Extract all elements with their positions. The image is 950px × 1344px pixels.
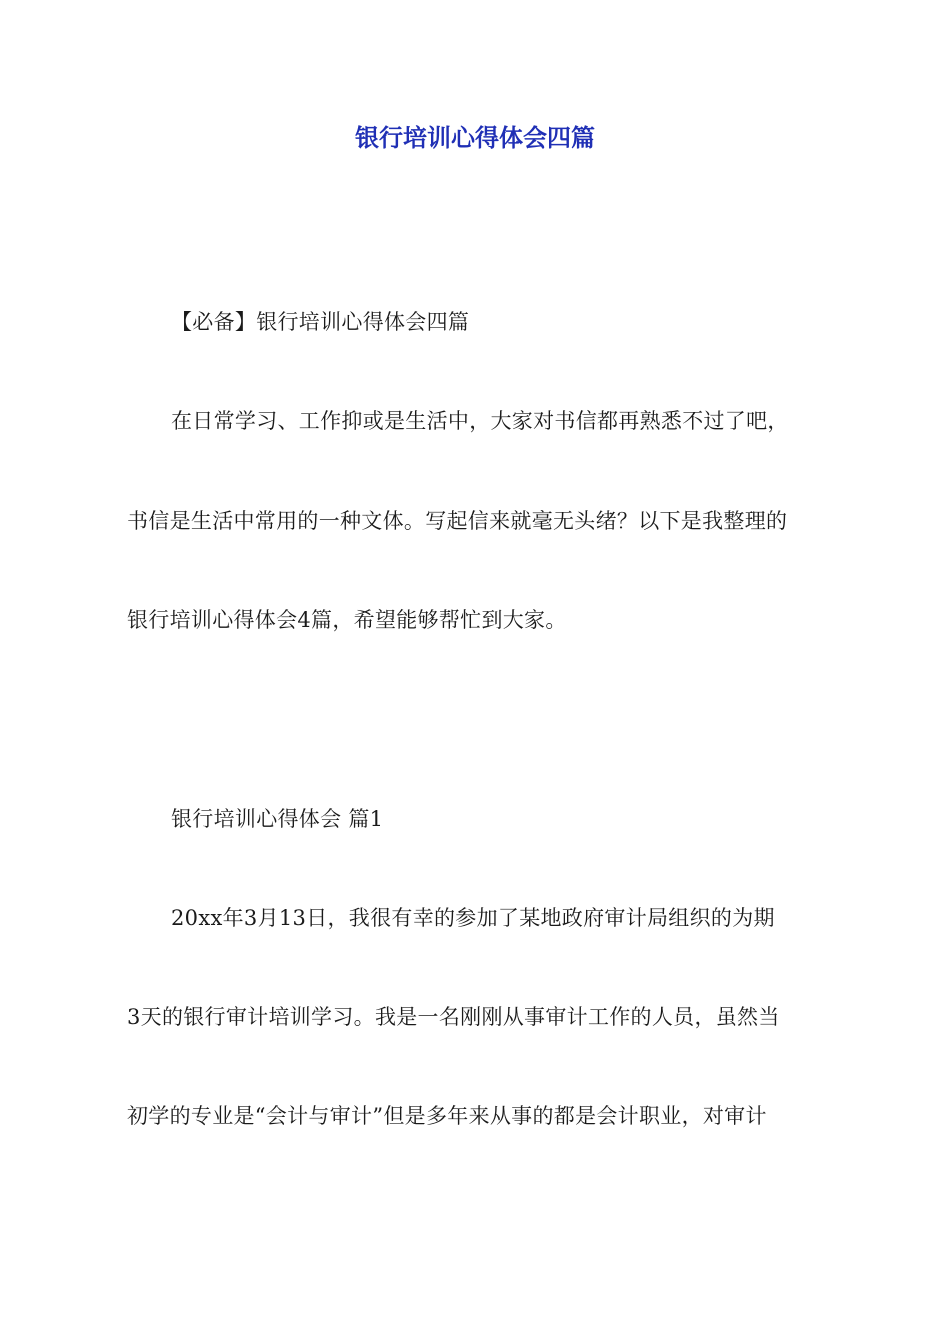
section-heading: 银行培训心得体会 篇1 xyxy=(171,807,384,831)
intro-line-1: 在日常学习、工作抑或是生活中，大家对书信都再熟悉不过了吧， xyxy=(171,409,789,433)
body-line-1: 20xx年3月13日，我很有幸的参加了某地政府审计局组织的为期 xyxy=(171,906,775,930)
intro-line-3: 银行培训心得体会4篇，希望能够帮忙到大家。 xyxy=(127,608,567,632)
intro-line-2: 书信是生活中常用的一种文体。写起信来就毫无头绪？以下是我整理的 xyxy=(127,509,788,533)
body-line-3: 初学的专业是“会计与审计”但是多年来从事的都是会计职业，对审计 xyxy=(127,1104,767,1128)
body-line-2: 3天的银行审计培训学习。我是一名刚刚从事审计工作的人员，虽然当 xyxy=(127,1005,780,1029)
document-title: 银行培训心得体会四篇 xyxy=(355,124,595,152)
document-subtitle: 【必备】银行培训心得体会四篇 xyxy=(171,310,470,334)
